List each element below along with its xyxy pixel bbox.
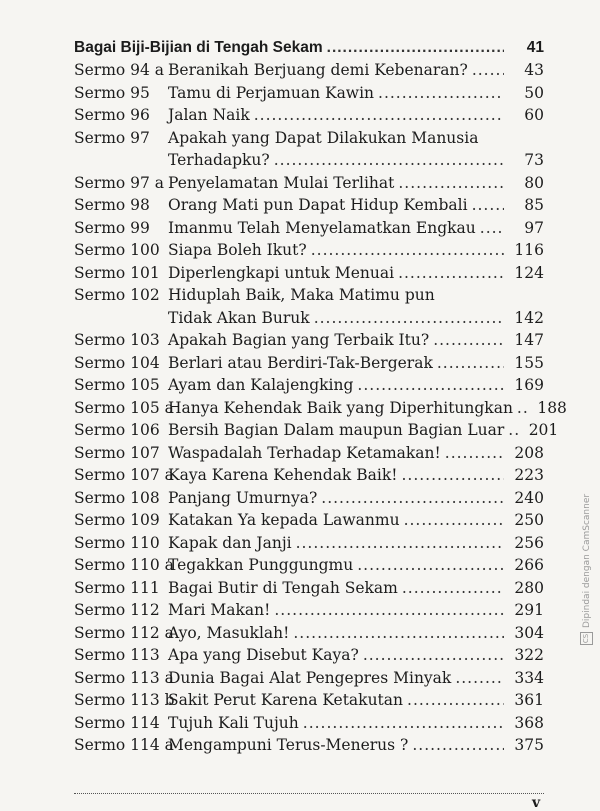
entry-label: Sermo 108 [74,488,160,507]
toc-entry [74,217,544,240]
entry-label: Sermo 106 [74,421,160,439]
toc-entry [74,577,544,600]
leader-dots [274,149,504,172]
toc-entry [74,397,567,420]
entry-label: Sermo 97 a [74,173,165,192]
toc-entry [74,104,544,127]
leader-dots [401,464,504,487]
toc-entry [74,509,544,532]
entry-title-continued: Tidak Akan Buruk [168,308,310,327]
leader-dots [398,172,504,195]
entry-title: Sakit Perut Karena Ketakutan [168,691,404,709]
entry-page: 280 [514,578,544,597]
toc-entry [74,419,559,442]
toc-entry [74,442,544,465]
leader-dots [357,374,504,397]
entry-label: Sermo 112 [74,601,160,619]
entry-page: 124 [514,263,544,282]
leader-dots [412,734,504,757]
entry-page: 322 [514,646,544,664]
entry-label: Sermo 103 [74,331,160,349]
entry-label: Sermo 96 [74,106,150,124]
entry-title: Tegakkan Punggungmu [168,556,354,574]
toc-entry [74,374,544,397]
leader-dots [314,307,504,330]
toc-entry [74,262,544,285]
entry-page: 375 [514,736,544,754]
entry-page: 256 [514,533,544,552]
leader-dots [303,712,504,735]
entry-label: Sermo 113 [74,646,160,664]
leader-dots [480,217,504,240]
leader-dots [311,239,504,262]
entry-page: 73 [524,151,544,169]
scanner-watermark [580,494,593,645]
entry-label: Sermo 111 [74,578,160,597]
entry-page: 368 [514,713,544,732]
entry-label: Sermo 102 [74,286,160,304]
entry-label: Sermo 97 [74,128,150,147]
toc-entry [74,172,544,195]
entry-label: Sermo 110 a [74,556,174,574]
entry-page: 85 [524,196,544,214]
entry-page: 155 [514,353,544,372]
toc-entry [74,712,544,735]
section-page: 41 [526,39,544,56]
entry-label: Sermo 113 b [74,691,175,709]
entry-title: Bersih Bagian Dalam maupun Bagian Luar [168,421,505,439]
leader-dots [472,59,504,82]
leader-dots [455,667,504,690]
entry-title: Waspadalah Terhadap Ketamakan! [168,443,441,462]
entry-title: Apakah yang Dapat Dilakukan Manusia [168,128,479,147]
entry-title: Panjang Umurnya? [168,488,318,507]
leader-dots [433,329,504,352]
entry-title: Beranikah Berjuang demi Kebenaran? [168,61,468,79]
entry-title: Mengampuni Terus-Menerus ? [168,736,409,754]
camscanner-logo-icon: CS [580,632,593,645]
leader-dots [402,577,504,600]
entry-page: 97 [524,218,544,237]
entry-label: Sermo 100 [74,241,160,259]
entry-label: Sermo 99 [74,218,150,237]
entry-label: Sermo 104 [74,353,160,372]
toc-entry [74,734,544,757]
entry-title: Tujuh Kali Tujuh [168,713,299,732]
leader-dots [296,532,504,555]
entry-label: Sermo 101 [74,263,160,282]
entry-page: 250 [514,511,544,529]
leader-dots [363,644,504,667]
toc-entry [74,532,544,555]
toc-entry [74,284,544,329]
toc-entry [74,689,544,712]
entry-label: Sermo 110 [74,533,160,552]
entry-page: 60 [524,106,544,124]
entry-title-continued: Terhadapku? [168,151,270,169]
toc-entry [74,667,544,690]
leader-dots [321,487,504,510]
entry-title: Diperlengkapi untuk Menuai [168,263,395,282]
entry-title: Bagai Butir di Tengah Sekam [168,578,398,597]
entry-title: Penyelamatan Mulai Terlihat [168,173,395,192]
entry-title: Ayam dan Kalajengking [168,376,354,394]
entry-page: 361 [514,691,544,709]
watermark-text: Dipindai dengan CamScanner [581,493,592,628]
toc-entry [74,127,544,172]
leader-dots [293,622,504,645]
entry-page: 80 [524,173,544,192]
entry-label: Sermo 94 a [74,61,165,79]
toc-entry [74,239,544,262]
leader-dots [445,442,504,465]
footer-rule [74,793,544,794]
entry-page: 208 [514,443,544,462]
entry-page: 304 [514,623,544,642]
entry-title: Kapak dan Janji [168,533,292,552]
entry-page: 50 [524,83,544,102]
section-title: Bagai Biji-Bijian di Tengah Sekam [74,39,323,56]
toc-entry [74,329,544,352]
entry-title: Dunia Bagai Alat Pengepres Minyak [168,668,452,687]
leader-dots [357,554,504,577]
leader-dots [472,194,504,217]
entry-title: Siapa Boleh Ikut? [168,241,307,259]
entry-title: Mari Makan! [168,601,271,619]
entry-label: Sermo 95 [74,83,150,102]
entry-page: 142 [514,308,544,327]
entry-title: Hanya Kehendak Baik yang Diperhitungkan [168,398,513,417]
leader-dots [378,82,504,105]
entry-title: Apa yang Disebut Kaya? [168,646,359,664]
entry-title: Katakan Ya kepada Lawanmu [168,511,400,529]
entry-title: Ayo, Masuklah! [168,623,290,642]
entry-title: Apakah Bagian yang Terbaik Itu? [168,331,430,349]
leader-dots [327,37,504,59]
entry-title: Kaya Karena Kehendak Baik! [168,466,398,484]
entry-title: Orang Mati pun Dapat Hidup Kembali [168,196,468,214]
entry-label: Sermo 113 a [74,668,174,687]
entry-page: 266 [514,556,544,574]
entry-title: Berlari atau Berdiri-Tak-Bergerak [168,353,433,372]
entry-page: 147 [514,331,544,349]
entry-page: 188 [537,398,567,417]
entry-title: Jalan Naik [168,106,250,124]
entry-page: 240 [514,488,544,507]
toc-entry [74,554,544,577]
entry-page: 116 [514,241,544,259]
leader-dots [398,262,504,285]
entry-label: Sermo 105 a [74,398,174,417]
section-heading [74,37,544,59]
toc-entry [74,644,544,667]
entry-page: 223 [514,466,544,484]
leader-dots [517,397,527,420]
toc-entry [74,464,544,487]
entry-page: 43 [524,61,544,79]
entry-page: 291 [514,601,544,619]
toc-entry [74,599,544,622]
leader-dots [407,689,504,712]
entry-label: Sermo 107 [74,443,160,462]
toc-entry [74,59,544,82]
entry-label: Sermo 114 [74,713,160,732]
leader-dots [404,509,504,532]
entry-page: 169 [514,376,544,394]
entry-title: Imanmu Telah Menyelamatkan Engkau [168,218,476,237]
entry-page: 334 [514,668,544,687]
entry-page: 201 [528,421,559,439]
toc-entry [74,82,544,105]
leader-dots [254,104,504,127]
entry-label: Sermo 107 a [74,466,174,484]
page-number-roman: v [532,795,541,811]
toc-entry [74,352,544,375]
entry-label: Sermo 109 [74,511,160,529]
leader-dots [274,599,504,622]
toc-list [74,59,567,757]
entry-label: Sermo 112 a [74,623,174,642]
entry-title: Hiduplah Baik, Maka Matimu pun [168,286,435,304]
entry-label: Sermo 105 [74,376,160,394]
entry-label: Sermo 98 [74,196,150,214]
entry-label: Sermo 114 a [74,736,174,754]
toc-entry [74,194,544,217]
toc-entry [74,622,544,645]
leader-dots [508,419,518,442]
entry-title: Tamu di Perjamuan Kawin [168,83,375,102]
leader-dots [437,352,504,375]
toc-entry [74,487,544,510]
